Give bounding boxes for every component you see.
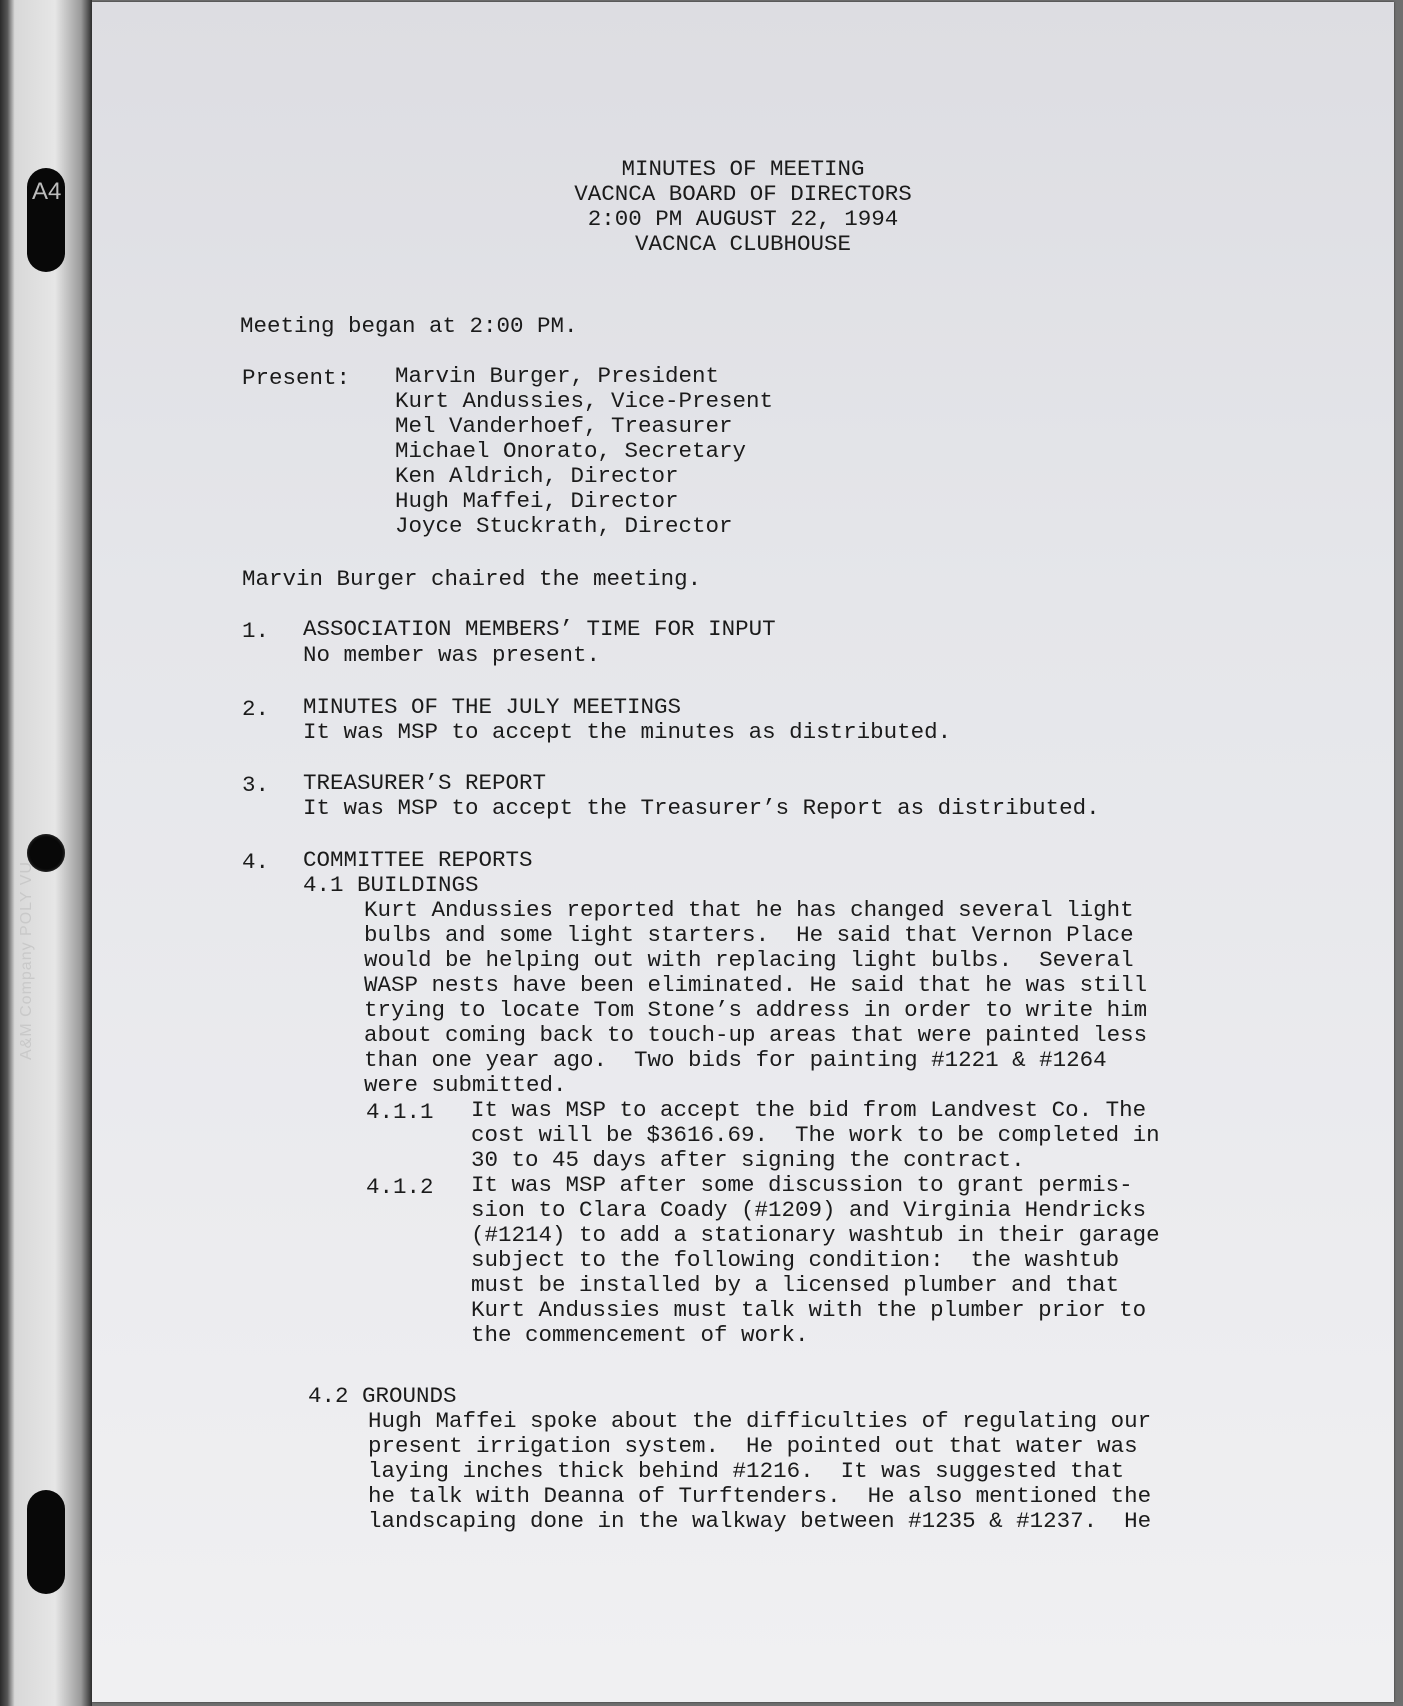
grounds-text-line: laying inches thick behind #1216. It was suggested that: [368, 1458, 1125, 1484]
subitem-text-line: 30 to 45 days after signing the contract.: [471, 1147, 1025, 1173]
grounds-text-line: Hugh Maffei spoke about the difficulties of regulating our: [368, 1408, 1152, 1434]
buildings-text-line: Kurt Andussies reported that he has changed several light: [364, 897, 1134, 923]
buildings-text-line: than one year ago. Two bids for painting #1221 & #1264: [364, 1047, 1107, 1073]
buildings-heading: 4.1 BUILDINGS: [303, 872, 479, 898]
item-title: TREASURER’S REPORT: [303, 770, 547, 796]
header-location: VACNCA CLUBHOUSE: [634, 231, 852, 257]
subitem-text-line: It was MSP to accept the bid from Landvest Co. The: [471, 1097, 1147, 1123]
binder-slot-bottom: [27, 1490, 65, 1594]
present-member: Hugh Maffei, Director: [395, 488, 679, 514]
header-board: VACNCA BOARD OF DIRECTORS: [574, 181, 912, 207]
subitem-text-line: sion to Clara Coady (#1209) and Virginia Hendricks: [471, 1197, 1147, 1223]
present-member: Kurt Andussies, Vice-Present: [395, 388, 774, 414]
buildings-text-line: were submitted.: [364, 1072, 567, 1098]
header-title: MINUTES OF MEETING: [621, 156, 865, 182]
subitem-text-line: the commencement of work.: [471, 1322, 809, 1348]
subitem-text-line: It was MSP after some discussion to grant permis-: [471, 1172, 1133, 1198]
present-label: Present:: [242, 365, 351, 391]
grounds-text-line: landscaping done in the walkway between #1235 & #1237. He: [368, 1508, 1152, 1534]
item-number: 1.: [242, 618, 270, 644]
subitem-number: 4.1.1: [366, 1099, 434, 1125]
item-number: 2.: [242, 696, 270, 722]
chair-statement: Marvin Burger chaired the meeting.: [242, 566, 702, 592]
present-member: Joyce Stuckrath, Director: [395, 513, 733, 539]
subitem-text-line: subject to the following condition: the washtub: [471, 1247, 1120, 1273]
meeting-start: Meeting began at 2:00 PM.: [240, 313, 578, 339]
item-body: No member was present.: [303, 642, 601, 668]
buildings-text-line: would be helping out with replacing light bulbs. Several: [364, 947, 1134, 973]
header-datetime: 2:00 PM AUGUST 22, 1994: [587, 206, 899, 232]
subitem-text-line: must be installed by a licensed plumber and that: [471, 1272, 1120, 1298]
subitem-text-line: (#1214) to add a stationary washtub in their garage: [471, 1222, 1160, 1248]
item-title: MINUTES OF THE JULY MEETINGS: [303, 694, 682, 720]
item-title: ASSOCIATION MEMBERS’ TIME FOR INPUT: [303, 616, 776, 642]
binder-strip: [0, 0, 92, 1706]
item-number: 4.: [242, 849, 270, 875]
subitem-text-line: Kurt Andussies must talk with the plumber prior to: [471, 1297, 1147, 1323]
grounds-text-line: present irrigation system. He pointed out that water was: [368, 1433, 1138, 1459]
present-member: Michael Onorato, Secretary: [395, 438, 747, 464]
present-member: Ken Aldrich, Director: [395, 463, 679, 489]
document-page: [92, 2, 1394, 1702]
item-body: It was MSP to accept the Treasurer’s Report as distributed.: [303, 795, 1100, 821]
sheet-protector-brand: A&M Company POLY VU: [18, 861, 35, 1060]
item-number: 3.: [242, 772, 270, 798]
buildings-text-line: bulbs and some light starters. He said that Vernon Place: [364, 922, 1134, 948]
buildings-text-line: about coming back to touch-up areas that were painted less: [364, 1022, 1148, 1048]
buildings-text-line: trying to locate Tom Stone’s address in order to write him: [364, 997, 1148, 1023]
grounds-text-line: he talk with Deanna of Turftenders. He also mentioned the: [368, 1483, 1152, 1509]
subitem-text-line: cost will be $3616.69. The work to be completed in: [471, 1122, 1160, 1148]
item-title: COMMITTEE REPORTS: [303, 847, 533, 873]
item-body: It was MSP to accept the minutes as distributed.: [303, 719, 952, 745]
present-member: Marvin Burger, President: [395, 363, 720, 389]
hole-label: A4: [32, 178, 62, 205]
present-member: Mel Vanderhoef, Treasurer: [395, 413, 733, 439]
grounds-heading: 4.2 GROUNDS: [308, 1383, 457, 1409]
subitem-number: 4.1.2: [366, 1174, 434, 1200]
buildings-text-line: WASP nests have been eliminated. He said that he was still: [364, 972, 1148, 998]
